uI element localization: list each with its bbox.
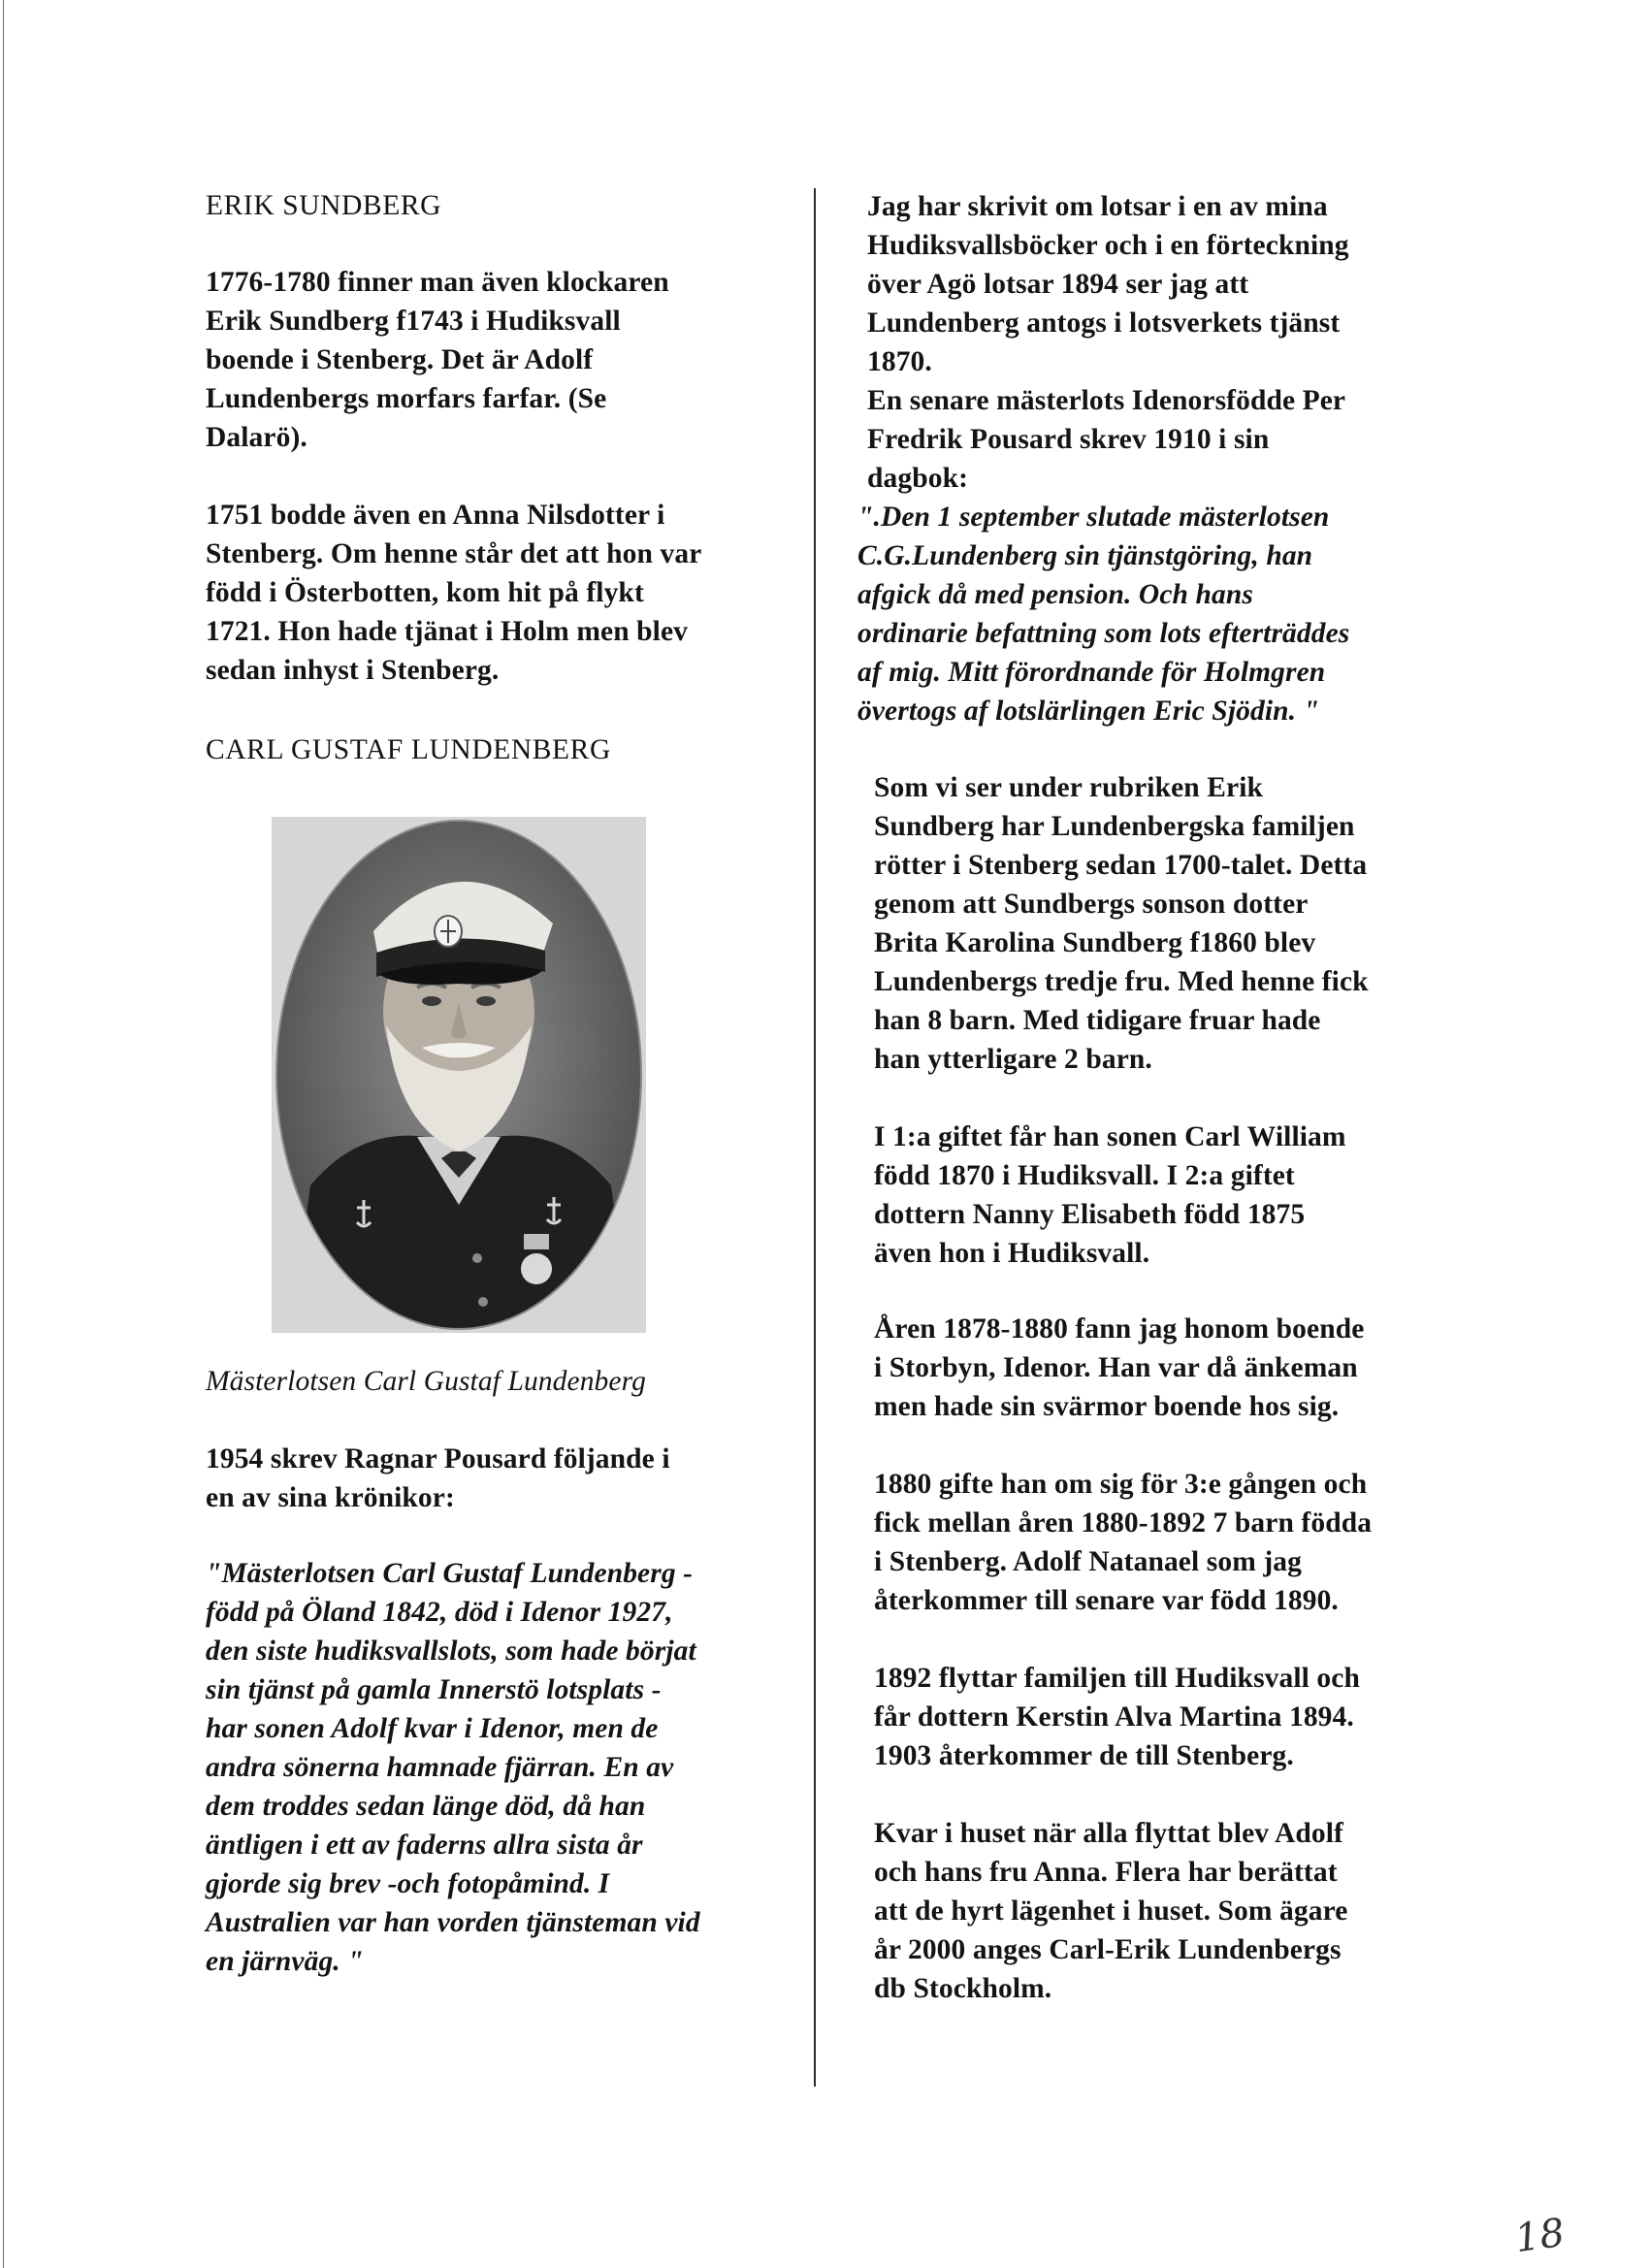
scan-edge bbox=[3, 0, 4, 2268]
paragraph-storbyn: Åren 1878-1880 fann jag honom boende i Storbyn, Idenor. Han var då änkeman men hade sin svärmor boende hos sig. bbox=[874, 1313, 1365, 1422]
quote-ragnar-pousard: "Mästerlotsen Carl Gustaf Lundenberg - född på Öland 1842, död i Idenor 1927, den siste hudiksvallslots, som hade börjat sin tjänst på gamla Innerstö lotsplats - har sonen Adolf kvar i Idenor, men de andra sönerna hamnade fjärran. En av dem troddes sedan länge död, då han äntligen i ett av faderns allra sista år gjorde sig brev -och fotopåmind. I Australien var han vorden tjänsteman vid en järnväg. " bbox=[206, 1558, 700, 1977]
column-divider bbox=[814, 188, 816, 2087]
paragraph-kvar-i-huset: Kvar i huset när alla flyttat blev Adolf och hans fru Anna. Flera har berättat att de hyrt lägenhet i huset. Som ägare år 2000 anges Carl-Erik Lundenbergs db Stockholm. bbox=[874, 1818, 1348, 2004]
paragraph-forsta-giftet: I 1:a giftet får han sonen Carl William född 1870 i Hudiksvall. I 2:a giftet dottern Nanny Elisabeth född 1875 även hon i Hudiksvall. bbox=[874, 1121, 1346, 1269]
page-number: 18 bbox=[1512, 2210, 1568, 2262]
paragraph-flyttar: 1892 flyttar familjen till Hudiksvall och får dottern Kerstin Alva Martina 1894. 1903 återkommer de till Stenberg. bbox=[874, 1663, 1360, 1771]
paragraph-tredje-giftet: 1880 gifte han om sig för 3:e gången och fick mellan åren 1880-1892 7 barn födda i Stenberg. Adolf Natanael som jag återkommer till senare var född 1890. bbox=[874, 1469, 1373, 1616]
paragraph-lotsar: Jag har skrivit om lotsar i en av mina Hudiksvallsböcker och i en förteckning över Agö lotsar 1894 ser jag att Lundenberg antogs i lotsverkets tjänst 1870. bbox=[867, 191, 1349, 377]
quote-dagbok: ".Den 1 september slutade mästerlotsen C.G.Lundenberg sin tjänstgöring, han afgick då med pension. Och hans ordinarie befattning som lots efterträddes af mig. Mitt förordnande för Holmgren övertogs af lotslärlingen Eric Sjödin. " bbox=[857, 502, 1350, 727]
paragraph-per-fredrik: En senare mästerlots Idenorsfödde Per Fredrik Pousard skrev 1910 i sin dagbok: bbox=[867, 385, 1346, 494]
erik-sundberg-heading: ERIK SUNDBERG bbox=[206, 190, 441, 221]
paragraph-ragnar-pousard: 1954 skrev Ragnar Pousard följande i en av sina krönikor: bbox=[206, 1443, 670, 1513]
paragraph-klockaren: 1776-1780 finner man även klockaren Erik Sundberg f1743 i Hudiksvall boende i Stenberg. Det är Adolf Lundenbergs morfars farfar. (Se Dalarö). bbox=[206, 267, 669, 453]
carl-gustaf-heading: CARL GUSTAF LUNDENBERG bbox=[206, 734, 611, 765]
portrait-image bbox=[272, 817, 646, 1333]
portrait-caption: Mästerlotsen Carl Gustaf Lundenberg bbox=[206, 1366, 646, 1397]
paragraph-anna-nilsdotter: 1751 bodde även en Anna Nilsdotter i Stenberg. Om henne står det att hon var född i Österbotten, kom hit på flykt 1721. Hon hade tjänat i Holm men blev sedan inhyst i Stenberg. bbox=[206, 500, 702, 686]
portrait-photo bbox=[272, 817, 646, 1333]
paragraph-lundenbergska: Som vi ser under rubriken Erik Sundberg har Lundenbergska familjen rötter i Stenberg sedan 1700-talet. Detta genom att Sundbergs sonson dotter Brita Karolina Sundberg f1860 blev Lundenbergs tredje fru. Med henne fick han 8 barn. Med tidigare fruar hade han ytterligare 2 barn. bbox=[874, 772, 1369, 1075]
